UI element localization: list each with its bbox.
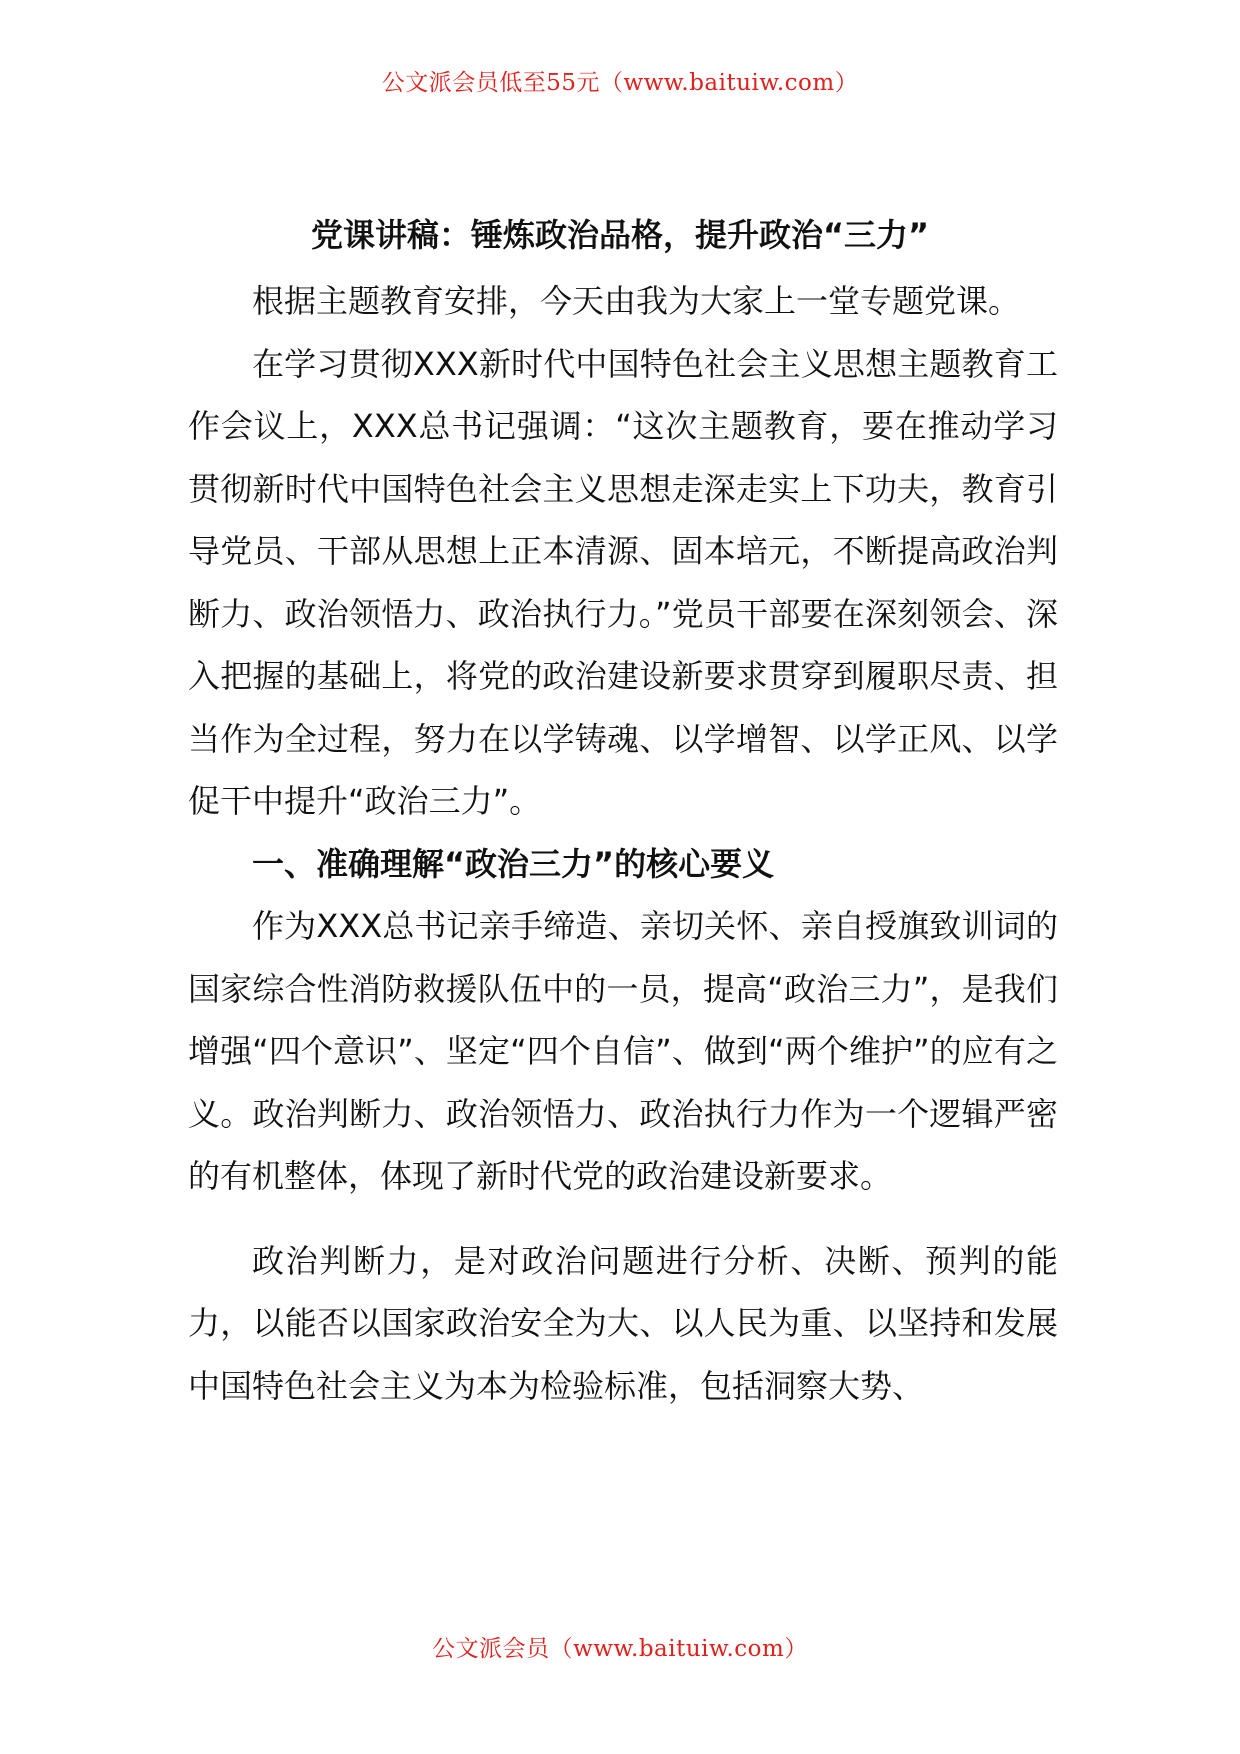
footer-watermark-banner: 公文派会员（www.baituiw.com）: [432, 1636, 808, 1662]
document-title: 党课讲稿：锤炼政治品格，提升政治“三力”: [310, 216, 930, 254]
section-heading: 一、准确理解“政治三力”的核心要义: [252, 844, 775, 883]
header-watermark-banner: 公文派会员低至55元（www.baituiw.com）: [381, 70, 859, 96]
paragraph-section-2: 政治判断力，是对政治问题进行分析、决断、预判的能力，以能否以国家政治安全为大、以人民为重、以坚持和发展中国特色社会主义为本为检验标准，包括洞察大势、: [188, 1241, 1058, 1405]
paragraph-background: 在学习贯彻XXX新时代中国特色社会主义思想主题教育工作会议上，XXX总书记强调：“这次主题教育，要在推动学习贯彻新时代中国特色社会主义思想走深走实上下功夫，教育引导党员、干部从思想上正本清源、固本培元，不断提高政治判断力、政治领悟力、政治执行力。”党员干部要在深刻领会、深入把握的基础上，将党的政治建设新要求贯穿到履职尽责、担当作为全过程，努力在以学铸魂、以学增智、以学正风、以学促干中提升“政治三力”。: [188, 344, 1058, 820]
document-body: [188, 270, 1058, 1417]
paragraph-section-1: 作为XXX总书记亲手缔造、亲切关怀、亲自授旗致训词的国家综合性消防救援队伍中的一员，提高“政治三力”，是我们增强“四个意识”、坚定“四个自信”、做到“两个维护”的应有之义。政治判断力、政治领悟力、政治执行力作为一个逻辑严密的有机整体，体现了新时代党的政治建设新要求。: [188, 907, 1058, 1195]
paragraph-intro: 根据主题教育安排，今天由我为大家上一堂专题党课。: [252, 282, 1021, 320]
